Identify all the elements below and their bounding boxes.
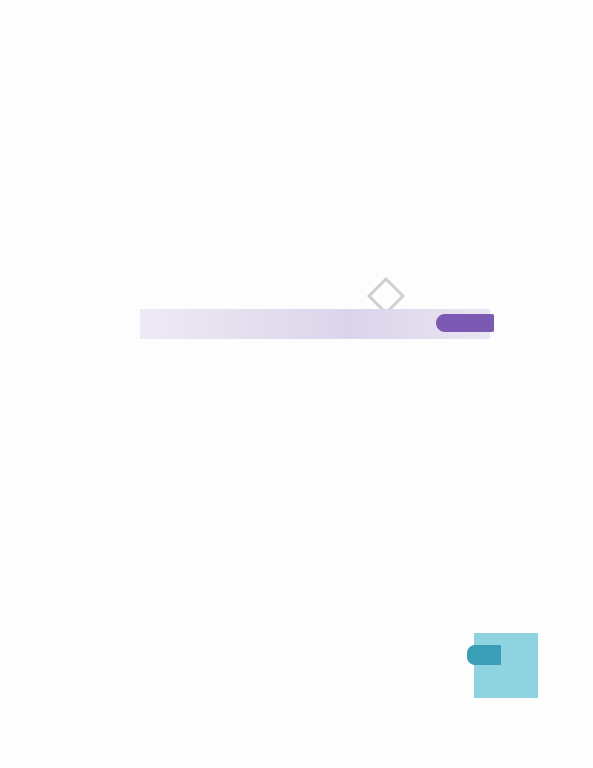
page-number-box: [474, 633, 538, 698]
part-5-tab: [436, 314, 494, 332]
page-number-tab: [467, 645, 501, 665]
